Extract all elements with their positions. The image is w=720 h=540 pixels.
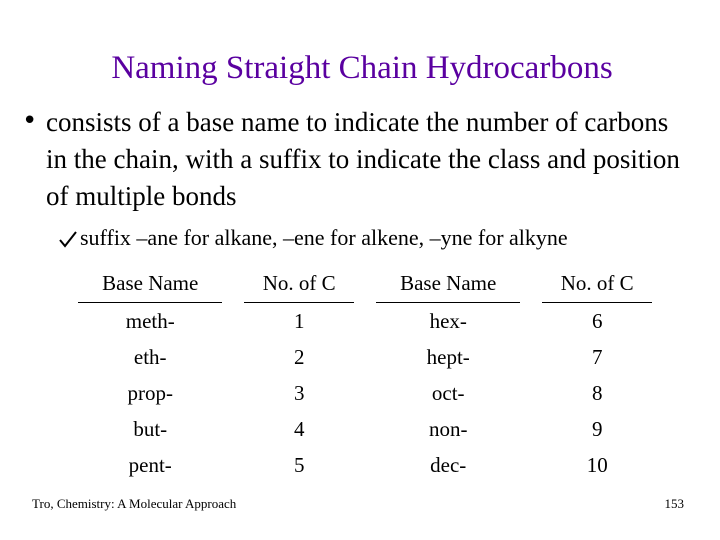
table-row xyxy=(78,447,652,483)
table-cell: 9 xyxy=(591,416,603,441)
table-cell: 1 xyxy=(293,308,305,333)
page-number: 153 xyxy=(664,496,684,511)
table-cell: pent- xyxy=(128,452,172,477)
table-header-row xyxy=(78,264,652,303)
bullet-item xyxy=(22,104,692,215)
table-cell: prop- xyxy=(127,380,173,405)
table-cell: oct- xyxy=(431,380,465,405)
header-base-name-1: Base Name xyxy=(78,264,222,303)
table-cell: non- xyxy=(428,416,468,441)
footer-source: Tro, Chemistry: A Molecular Approach xyxy=(32,496,237,511)
slide-title: Naming Straight Chain Hydrocarbons xyxy=(111,50,613,86)
header-no-of-c-2: No. of C xyxy=(542,264,652,303)
table-row xyxy=(78,339,652,375)
bullet-dot-icon: • xyxy=(22,106,38,136)
sub-bullet-text: suffix –ane for alkane, –ene for alkene, –yne for alkyne xyxy=(80,225,568,250)
table-cell: hept- xyxy=(426,344,470,369)
sub-bullet-item xyxy=(58,224,698,252)
table-cell: 6 xyxy=(591,308,603,333)
table-cell: 5 xyxy=(293,452,305,477)
header-no-of-c-1: No. of C xyxy=(244,264,354,303)
table-cell: hex- xyxy=(429,308,467,333)
bullet-text: consists of a base name to indicate the number of carbons in the chain, with a suffix to indicate the class and position of multiple bonds xyxy=(46,107,680,211)
table-row xyxy=(78,411,652,447)
table-cell: 10 xyxy=(586,452,608,477)
table-cell: meth- xyxy=(125,308,175,333)
checkmark-icon xyxy=(58,229,78,249)
header-base-name-2: Base Name xyxy=(376,264,520,303)
table-cell: 2 xyxy=(293,344,305,369)
table-cell: but- xyxy=(133,416,168,441)
base-name-table xyxy=(78,264,652,483)
table-cell: 7 xyxy=(591,344,603,369)
table-cell: dec- xyxy=(430,452,467,477)
table-row xyxy=(78,303,652,340)
table-cell: 4 xyxy=(293,416,305,441)
table-row xyxy=(78,375,652,411)
table-cell: eth- xyxy=(133,344,167,369)
table-cell: 8 xyxy=(591,380,603,405)
table-cell: 3 xyxy=(293,380,305,405)
